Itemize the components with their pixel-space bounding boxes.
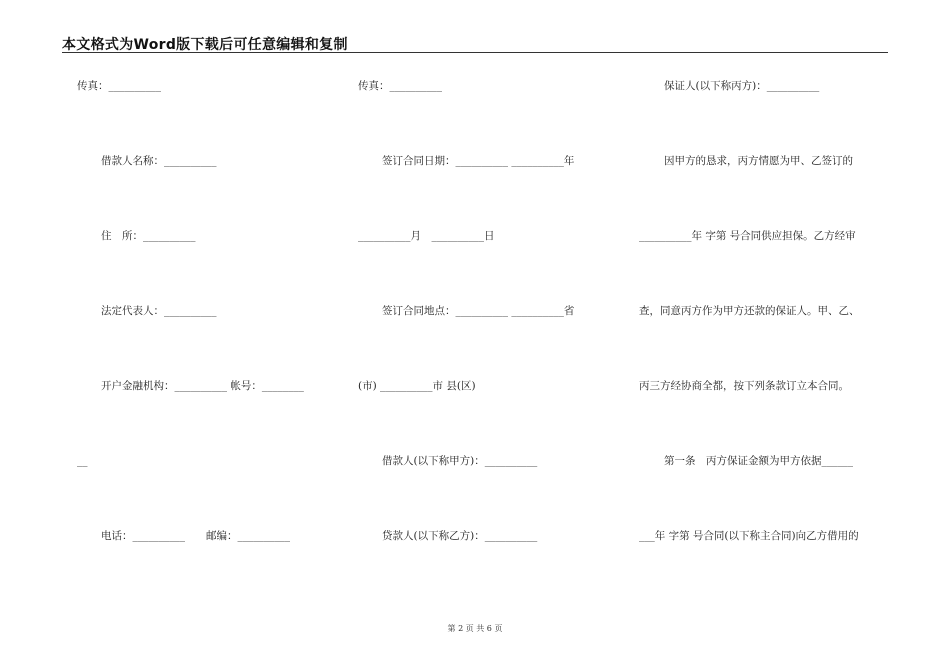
header-divider xyxy=(62,52,888,53)
right-line-7: ___年 字第 号合同(以下称主合同)向乙方借用的 xyxy=(639,530,859,542)
left-line-6: __ xyxy=(77,455,88,467)
left-line-1: 传真：__________ xyxy=(77,80,161,92)
middle-line-5: (市) __________市 县(区) xyxy=(358,380,476,392)
left-line-5: 开户金融机构：__________ 帐号：________ xyxy=(101,380,304,392)
right-line-3: __________年 字第 号合同供应担保。乙方经审 xyxy=(639,230,856,242)
right-line-5: 丙三方经协商全都，按下列条款订立本合同。 xyxy=(639,380,849,392)
left-line-2: 借款人名称：__________ xyxy=(101,155,217,167)
left-line-4: 法定代表人：__________ xyxy=(101,305,217,317)
middle-line-3: __________月 __________日 xyxy=(358,230,495,242)
middle-line-4: 签订合同地点：__________ __________省 xyxy=(382,305,575,317)
right-line-2: 因甲方的恳求，丙方情愿为甲、乙签订的 xyxy=(664,155,853,167)
middle-line-7: 贷款人(以下称乙方)：__________ xyxy=(382,530,538,542)
document-header-title: 本文格式为Word版下载后可任意编辑和复制 xyxy=(62,37,348,53)
left-line-7: 电话：__________ 邮编：__________ xyxy=(101,530,290,542)
page-number-footer: 第 2 页 共 6 页 xyxy=(447,624,503,633)
middle-line-2: 签订合同日期：__________ __________年 xyxy=(382,155,575,167)
right-line-4: 查，同意丙方作为甲方还款的保证人。甲、乙、 xyxy=(639,305,860,317)
right-line-1: 保证人(以下称丙方)：__________ xyxy=(664,80,820,92)
middle-line-6: 借款人(以下称甲方)：__________ xyxy=(382,455,538,467)
right-line-6: 第一条 丙方保证金额为甲方依据______ xyxy=(664,455,853,467)
left-line-3: 住 所：__________ xyxy=(101,230,196,242)
middle-line-1: 传真：__________ xyxy=(358,80,442,92)
